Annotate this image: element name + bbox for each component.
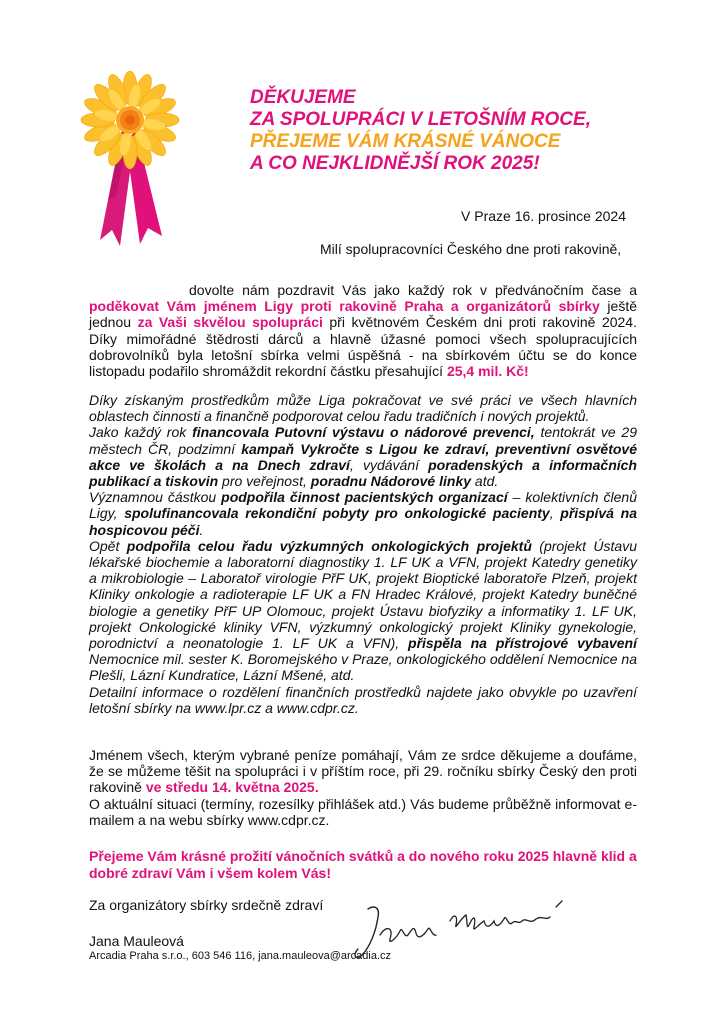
salutation: Milí spolupracovníci Českého dne proti rakovině, bbox=[320, 241, 622, 257]
paragraph-next-year: Jménem všech, kterým vybrané peníze pomáhají, Vám ze srdce děkujeme a doufáme, že se můžeme těšit na spolupráci i v příštím roce, při 29. ročníku sbírky Český den proti rakovině ve středu 14. května 2025. O aktuální situaci (termíny, rozesílky přihlášek atd.) Vás budeme průběžně informovat e-mailem a na webu sbírky www.cdpr.cz. bbox=[89, 747, 637, 828]
headline-line-4: A CO NEJKLIDNĚJŠÍ ROK 2025! bbox=[250, 153, 540, 174]
signer-name: Jana Mauleová bbox=[89, 933, 184, 949]
headline-line-2: ZA SPOLUPRÁCI V LETOŠNÍM ROCE, bbox=[250, 109, 591, 130]
closing-line: Za organizátory sbírky srdečně zdraví bbox=[89, 897, 324, 913]
headline-line-3: PŘEJEME VÁM KRÁSNÉ VÁNOCE bbox=[250, 131, 561, 152]
sunflower-ribbon-icon bbox=[70, 70, 190, 250]
handwritten-signature bbox=[350, 895, 590, 965]
paragraph-activities: Díky získaným prostředkům může Liga pokračovat ve své práci ve všech hlavních oblastech činnosti a finančně podporovat celou řadu tradičních i nových projektů. Jako každý rok financovala Putovní výstavu o nádorové prevenci, tentokrát ve 29 městech ČR, podzimní kampaň Vykročte s Ligou ke zdraví, preventivní osvětové akce ve školách a na Dnech zdraví, vydávání poradenských a informačních publikací a tiskovin pro veřejnost, poradnu Nádorové linky atd. Významnou částkou podpořila činnost pacientských organizací – kolektivních členů Ligy, spolufinancovala rekondiční pobyty pro onkologické pacienty, přispívá na hospicovou péči. Opět podpořila celou řadu výzkumných onkologických projektů (projekt Ústavu lékařské biochemie a laboratorní diagnostiky 1. LF UK a VFN, projekt Katedry genetiky a mikrobiologie – Laboratoř virologie PřF UK, projekt Bioptické laboratoře Plzeň, projekt Kliniky onkologie a radioterapie LF UK a FN Hradec Králové, projekt Katedry buněčné biologie a genetiky PřF UP Olomouc, projekt Ústavu biofyziky a informatiky 1. LF UK, projekt Onkologické kliniky VFN, výzkumný onkologický projekt Kliniky gynekologie, porodnictví a neonatologie 1. LF UK a VFN), přispěla na přístrojové vybavení Nemocnice mil. sester K. Boromejského v Praze, onkologického oddělení Nemocnice na Plešli, Lázní Kundratice, Lázní Mšené, atd. Detailní informace o rozdělení finančních prostředků najdete jako obvykle po uzavření letošní sbírky na www.lpr.cz a www.cdpr.cz. bbox=[89, 392, 637, 716]
signer-contact: Arcadia Praha s.r.o., 603 546 116, jana.mauleova@arcadia.cz bbox=[89, 950, 392, 962]
letter-date: V Praze 16. prosince 2024 bbox=[461, 208, 626, 224]
holiday-wish: Přejeme Vám krásné prožití vánočních svátků a do nového roku 2025 hlavně klid a dobré zdraví Vám i všem kolem Vás! bbox=[89, 848, 637, 881]
paragraph-thanks: dovolte nám pozdravit Vás jako každý rok v předvánočním čase a poděkovat Vám jménem Ligy proti rakovině Praha a organizátorů sbírky ještě jednou za Vaši skvělou spolupráci při květnovém Českém dni proti rakovině 2024. Díky mimořádné štědrosti dárců a hlavně úžasné pomoci všech spolupracujících dobrovolníků byla letošní sbírka velmi úspěšná - na sbírkovém účtu se do konce listopadu podařilo shromáždit rekordní částku přesahující 25,4 mil. Kč! bbox=[89, 282, 637, 380]
headline-line-1: DĚKUJEME bbox=[250, 87, 356, 108]
headline bbox=[250, 87, 670, 175]
